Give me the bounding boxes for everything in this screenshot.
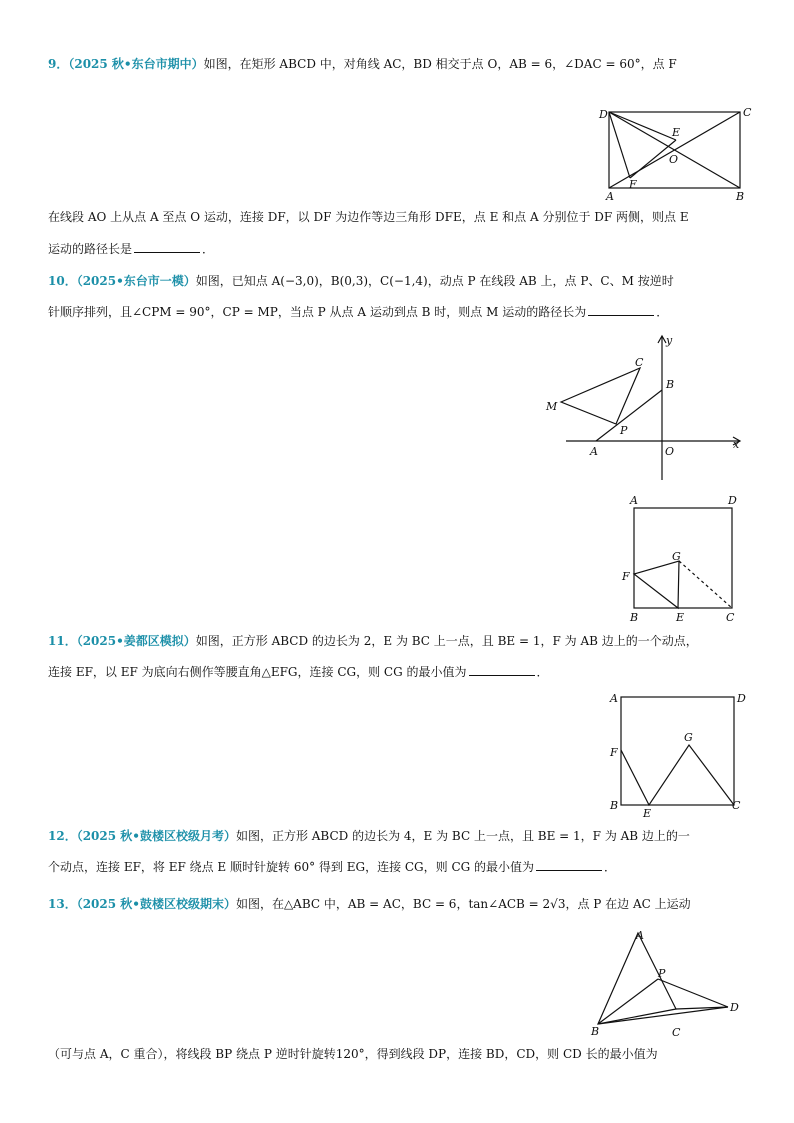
q9-source: （2025 秋•东台市期中）	[68, 57, 204, 71]
q10-label-o: O	[665, 445, 675, 458]
q10-line1	[48, 272, 748, 290]
q13-text2: （可与点 A，C 重合），将线段 BP 绕点 P 逆时针旋转120°，得到线段 DP，连接 BD，CD，则 CD 长的最小值为	[48, 1047, 658, 1061]
q11-text2: 连接 EF，以 EF 为底向右侧作等腰直角△EFG，连接 CG，则 CG 的最小值为	[48, 665, 467, 679]
q9-line3	[48, 240, 748, 258]
q13-label-d: D	[730, 1001, 739, 1014]
q13-text1: 如图，在△ABC 中，AB = AC，BC = 6，tan∠ACB = 2√3，点 P 在边 AC 上运动	[235, 897, 691, 911]
q11-label-a: A	[630, 494, 638, 507]
q9-line2	[48, 208, 748, 226]
q9-text2: 在线段 AO 上从点 A 至点 O 运动，连接 DF，以 DF 为边作等边三角形 DFE，点 E 和点 A 分别位于 DF 两侧，则点 E	[48, 210, 689, 224]
q11-segment-cg-dashed	[679, 561, 732, 608]
q10-number: 10．	[48, 274, 77, 288]
q12-label-g: G	[684, 731, 693, 744]
q12-label-b: B	[610, 799, 619, 812]
q11-label-c: C	[726, 611, 735, 624]
q12-square	[621, 697, 734, 805]
q12-line1	[48, 827, 748, 845]
q12-label-d: D	[737, 692, 746, 705]
q10-segment-ab	[596, 390, 662, 441]
q13-number: 13．	[48, 897, 77, 911]
q10-text1: 如图，已知点 A(−3,0)，B(0,3)，C(−1,4)，动点 P 在线段 AB 上，点 P、C、M 按逆时	[195, 274, 674, 288]
q10-label-a: A	[590, 445, 598, 458]
q9-label-b: B	[736, 190, 745, 203]
q9-text1: 如图，在矩形 ABCD 中，对角线 AC，BD 相交于点 O，AB = 6，∠DAC = 60°，点 F	[203, 57, 677, 71]
q12-label-c: C	[732, 799, 741, 812]
q10-label-b: B	[666, 378, 675, 391]
q9-figure	[596, 104, 756, 204]
q10-text2: 针顺序排列，且∠CPM = 90°，CP = MP，当点 P 从点 A 运动到点 B 时，则点 M 运动的路径长为	[48, 305, 587, 319]
q11-text2-end: ．	[536, 665, 549, 679]
q10-label-x: x	[733, 438, 740, 451]
q10-source: （2025•东台市一模）	[76, 274, 196, 288]
q9-label-a: A	[606, 190, 614, 203]
q13-source: （2025 秋•鼓楼区校级期末）	[76, 897, 236, 911]
q12-source: （2025 秋•鼓楼区校级月考）	[76, 829, 236, 843]
q13-line1	[48, 895, 748, 913]
q11-label-b: B	[630, 611, 639, 624]
q11-label-g: G	[672, 550, 681, 563]
q11-number: 11．	[48, 634, 77, 648]
q9-text3-end: ．	[202, 242, 215, 256]
q11-triangle-efg	[634, 561, 679, 608]
q11-square	[634, 508, 732, 608]
q10-figure	[540, 330, 750, 490]
q13-label-b: B	[591, 1025, 600, 1038]
q9-label-f: F	[629, 178, 637, 191]
q11-label-f: F	[622, 570, 630, 583]
q9-label-d: D	[599, 108, 608, 121]
q9-label-e: E	[672, 126, 681, 139]
q12-answer-blank[interactable]	[536, 858, 602, 871]
q10-label-p: P	[620, 424, 628, 437]
q9-line1	[48, 55, 748, 73]
q10-label-c: C	[635, 356, 644, 369]
q9-label-c: C	[743, 106, 752, 119]
q10-label-y: y	[666, 334, 673, 347]
q10-line2	[48, 303, 748, 321]
q11-text1: 如图，正方形 ABCD 的边长为 2，E 为 BC 上一点，且 BE = 1，F 为 AB 边上的一个动点，	[195, 634, 698, 648]
q12-text2-end: ．	[604, 860, 617, 874]
q13-label-a: A	[636, 929, 644, 942]
q9-text3: 运动的路径长是	[48, 242, 133, 256]
q11-label-d: D	[728, 494, 737, 507]
q12-number: 12．	[48, 829, 77, 843]
q11-figure	[620, 490, 750, 625]
q13-figure	[588, 925, 748, 1040]
q13-line2	[48, 1045, 748, 1063]
q13-label-c: C	[672, 1026, 681, 1039]
q9-label-o: O	[669, 153, 679, 166]
q11-label-e: E	[676, 611, 685, 624]
q9-segment-de	[609, 112, 676, 140]
q11-line1	[48, 632, 748, 650]
q13-label-p: P	[658, 967, 666, 980]
q12-line2	[48, 858, 748, 876]
q9-number: 9．	[48, 57, 69, 71]
q10-label-m: M	[546, 400, 558, 413]
q12-text2: 个动点，连接 EF，将 EF 绕点 E 顺时针旋转 60° 得到 EG，连接 CG，则 CG 的最小值为	[48, 860, 535, 874]
q11-line2	[48, 663, 748, 681]
q12-label-e: E	[643, 807, 652, 820]
q10-text2-end: ．	[656, 305, 669, 319]
q9-answer-blank[interactable]	[134, 240, 200, 253]
q12-figure	[605, 685, 750, 820]
q11-source: （2025•姜都区模拟）	[76, 634, 196, 648]
q10-answer-blank[interactable]	[588, 303, 654, 316]
q12-label-a: A	[610, 692, 618, 705]
q12-text1: 如图，正方形 ABCD 的边长为 4，E 为 BC 上一点，且 BE = 1，F 为 AB 边上的一	[235, 829, 690, 843]
q12-label-f: F	[610, 746, 618, 759]
q11-answer-blank[interactable]	[469, 663, 535, 676]
q12-path-fegc	[621, 745, 734, 805]
